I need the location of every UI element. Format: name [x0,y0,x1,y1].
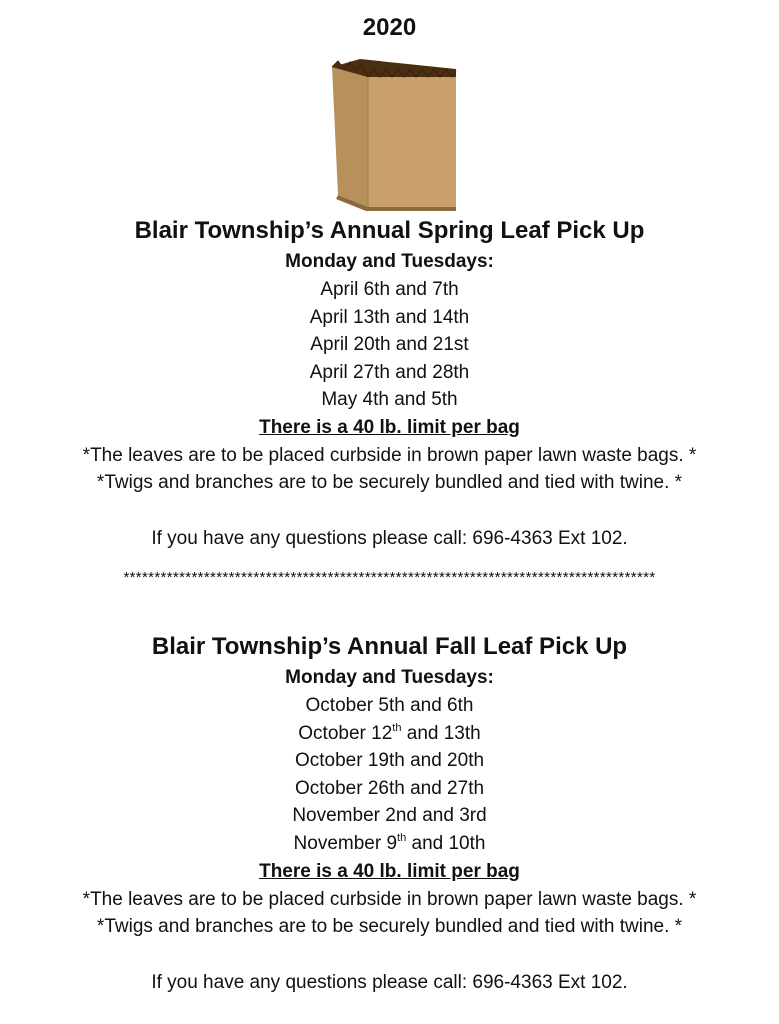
fall-date: October 5th and 6th [305,695,474,716]
fall-section [0,630,779,997]
fall-date-part: November 9 [293,832,398,854]
spring-date: April 6th and 7th [320,279,459,300]
asterisk-divider: ************************************************************************************** [123,569,656,586]
fall-date: October 19th and 20th [294,750,485,772]
paper-bag-icon [330,55,460,215]
fall-date-ordinal: th [397,831,407,844]
year-heading: 2020 [362,14,417,41]
fall-contact: If you have any questions please call: 696-4363 Ext 102. [151,971,628,993]
spring-contact: If you have any questions please call: 696-4363 Ext 102. [151,527,628,549]
spring-section [0,214,779,553]
spring-note-twigs: *Twigs and branches are to be securely bundled and tied with twine. * [96,472,683,494]
fall-note-leaves: *The leaves are to be placed curbside in brown paper lawn waste bags. * [82,888,697,910]
fall-date [0,830,779,858]
fall-date-part: and 13th [401,722,481,744]
fall-limit-notice: There is a 40 lb. limit per bag [259,860,520,882]
fall-title: Blair Township’s Annual Fall Leaf Pick Up [151,633,628,660]
spring-title: Blair Township’s Annual Spring Leaf Pick Up [134,217,645,244]
fall-date: November 2nd and 3rd [292,805,487,827]
fall-note-twigs: *Twigs and branches are to be securely bundled and tied with twine. * [96,916,683,938]
spring-date: April 20th and 21st [310,334,469,356]
fall-date-part: and 10th [406,832,486,854]
fall-date-part: October 12 [298,722,393,744]
fall-date-ordinal: th [392,721,402,734]
spring-date: April 27th and 28th [309,361,470,383]
fall-date [0,720,779,748]
spring-note-leaves: *The leaves are to be placed curbside in brown paper lawn waste bags. * [82,444,697,466]
spring-limit-notice: There is a 40 lb. limit per bag [259,416,520,438]
fall-date: October 26th and 27th [294,777,485,799]
fall-subhead: Monday and Tuesdays: [285,667,494,688]
spring-date: April 13th and 14th [309,306,470,328]
spring-date: May 4th and 5th [321,389,458,411]
spring-subhead: Monday and Tuesdays: [285,251,494,272]
